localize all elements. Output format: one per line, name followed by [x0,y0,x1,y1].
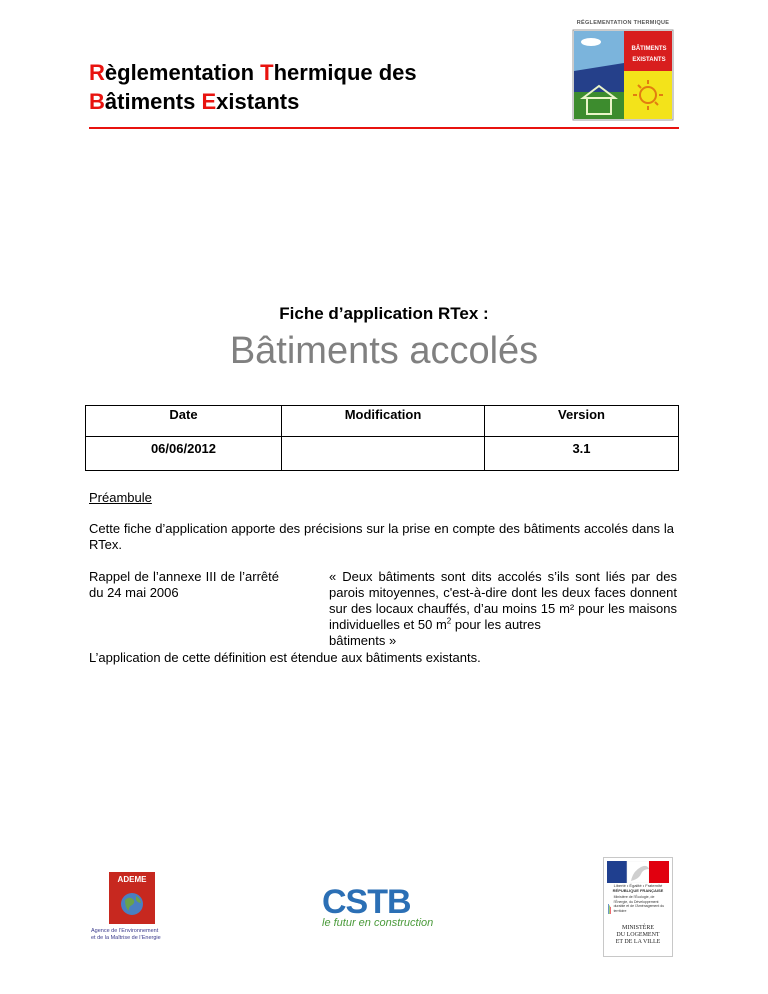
title-letter-b: B [89,89,105,114]
quote-superscript: 2 [446,616,452,626]
cstb-logo [322,883,442,929]
ademe-logo [91,872,173,942]
title-part: èglementation [104,60,261,85]
cell-modification [282,437,485,471]
header-date: Date [86,406,282,437]
republic-label: RÉPUBLIQUE FRANÇAISE [612,888,664,893]
table-header-row [86,406,679,437]
definition-quote [329,569,677,649]
title-part: xistants [216,89,300,114]
title-part: hermique des [273,60,417,85]
final-paragraph: L’application de cette définition est étendue aux bâtiments existants. [89,650,481,665]
header-version: Version [485,406,679,437]
cstb-tagline: le futur en construction [322,917,434,929]
ministere-line-1: MINISTÈRE [622,925,654,931]
rt-logo-top-text: RÉGLEMENTATION THERMIQUE [576,20,670,26]
title-letter-r: R [89,60,105,85]
rt-logo-label-1: BÂTIMENTS [631,46,667,52]
quote-last: bâtiments » [329,633,397,648]
title-line-1 [89,58,417,87]
colored-stripes-icon [608,895,612,923]
cell-date: 06/06/2012 [86,437,282,471]
globe-icon [109,872,155,924]
ademe-name: ADEME [117,875,147,884]
table-row [86,437,679,471]
ministere-secondary [608,895,668,923]
title-letter-e: E [201,89,217,114]
ministere-motto: Liberté • Égalité • Fraternité [613,883,663,888]
title-line-2 [89,87,417,116]
fiche-heading: Fiche d’application RTex : [279,304,489,323]
quote-main: « Deux bâtiments sont dits accolés s’ils sont liés par des parois mitoyennes, c'est-à-dire dont les deux faces donnent sur des locaux chauffés, d’au moins 15 m² pour les maisons individuelles et 50 m [329,569,677,632]
ademe-box [109,872,155,924]
ministere-line-2: DU LOGEMENT [616,932,660,938]
cstb-name: CSTB [322,883,411,921]
cell-version: 3.1 [485,437,679,471]
ministere-logo [603,857,673,957]
ademe-caption-1: Agence de l’Environnement [91,928,159,934]
rt-logo-label-2: EXISTANTS [632,57,666,63]
ministere-line-3: ET DE LA VILLE [615,939,661,945]
fiche-title: Bâtiments accolés [229,330,539,372]
rt-logo-graphic [571,28,675,122]
header-divider [89,127,679,129]
quote-tail: pour les autres [451,617,541,632]
rappel-reference: Rappel de l’annexe III de l’arrêté du 24 mai 2006 [89,569,279,600]
version-table [85,405,679,471]
ministry-small-text: Ministère de l’Écologie, de l’Énergie, du Développement durable et de l’Aménagement du territoire [613,895,665,913]
preamble-heading: Préambule [89,490,152,505]
ademe-caption-2: et de la Maîtrise de l’Energie [91,935,161,941]
marianne-icon [607,861,669,883]
header-modification: Modification [282,406,485,437]
rt-existants-logo [571,20,675,124]
title-letter-t: T [260,60,274,85]
title-part: âtiments [104,89,202,114]
document-title [89,58,417,116]
intro-paragraph: Cette fiche d’application apporte des précisions sur la prise en compte des bâtiments accolés dans la RTex. [89,521,674,552]
